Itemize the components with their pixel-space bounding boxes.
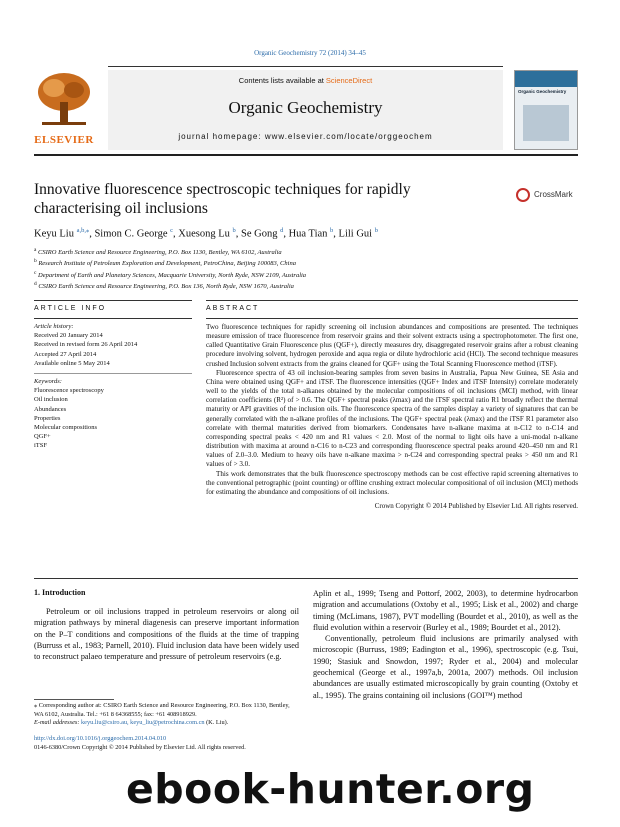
contents-line [108, 76, 503, 85]
journal-reference[interactable]: Organic Geochemistry 72 (2014) 34–45 [254, 49, 366, 57]
publisher-name: ELSEVIER [34, 134, 94, 146]
abstract-rule-2 [206, 318, 578, 319]
keywords-label: Keywords: [34, 378, 62, 385]
keyword: Molecular compositions [34, 424, 98, 432]
author-sup[interactable]: d [280, 227, 284, 234]
affiliation: $^a$ CSIRO Earth Science and Resource Engineering, P.O. Box 1130, Bentley, WA 6102, Australia [34, 247, 282, 257]
author-sup[interactable]: b [232, 227, 236, 234]
issn-line: 0146-6380/Crown Copyright © 2014 Published by Elsevier Ltd. All rights reserved. [34, 743, 246, 751]
body-paragraph: Conventionally, petroleum fluid inclusions are primarily analysed with microscopic (Burruss, 1989; Eadington et al., 1996), spectroscopic (e.g. Tsui, 1990; Stasiuk and Snowdon, 1997; Ryder et al., 2004) and molecular geochemical (George et al., 1997a,b, 2001a, 2007) methods. Oil inclusion abundances are usually estimated microscopically by grain counting (Oxtoby et al., 1995). The grains containing oil inclusions (GOI™) method [313, 634, 578, 700]
author-sup[interactable]: a,b,⁎ [76, 227, 90, 234]
cover-title: Organic Geochemistry [518, 89, 567, 94]
cover-image [523, 105, 569, 141]
crossmark-label: CrossMark [534, 190, 573, 199]
body-paragraph: Petroleum or oil inclusions trapped in petroleum reservoirs or along oil migration pathways by mineral diagenesis can preserve important information on the P–T conditions and compositions of the fluids at the time of trapping (Burruss et al., 1983; Parnell, 2010). Fluid inclusion data have been widely used to reconstruct palaeo temperature and pressure of petroleum reservoirs (e.g. [34, 607, 299, 662]
info-rule [34, 300, 192, 301]
author-sup[interactable]: b [330, 227, 334, 234]
history-label: Article history: [34, 323, 74, 330]
article-title: Innovative fluorescence spectroscopic techniques for rapidly characterising oil inclusions [34, 181, 411, 217]
watermark: ebook-hunter.org [126, 765, 535, 813]
history-item: Received in revised form 26 April 2014 [34, 341, 138, 349]
keyword: iTSF [34, 442, 48, 450]
cover-band [515, 71, 577, 87]
article-history [34, 322, 192, 368]
footnote-emails: E-mail addresses: keyu.liu@csiro.au, keyu_liu@petrochina.com.cn (K. Liu). [34, 719, 229, 727]
sciencedirect-link[interactable]: ScienceDirect [325, 76, 373, 85]
author[interactable]: Keyu Liu [34, 228, 74, 240]
affiliation: $^b$ Research Institute of Petroleum Exploration and Development, PetroChina, Beijing 100083, China [34, 258, 296, 268]
history-item: Received 20 January 2014 [34, 332, 103, 340]
intro-right-column [313, 588, 578, 701]
info-rule-2 [34, 318, 192, 319]
keywords [34, 377, 192, 451]
header-rule-top [108, 66, 503, 67]
journal-cover-thumbnail[interactable] [514, 70, 578, 150]
info-rule-3 [34, 373, 192, 374]
header-rule-bottom [34, 154, 578, 156]
author[interactable]: Lili Gui [338, 228, 373, 240]
abstract-rule-bottom [34, 578, 578, 579]
abstract-paragraph: Two fluorescence techniques for rapidly screening oil inclusion abundances and compositions are presented. The techniques measure emission of trace fluorescence from reservoir grains and their solvent extracts using a spectrophotometer. The first one, called Quantitative Grain Fluorescence plus (QGF+), directly measures dry, disaggregated reservoir grains after a robust cleaning procedure involving solvent, hydrogen peroxide and aqua regia or dilute hydrochloric acid (HCl). The second technique measures crushed Inclusion solvent extracts from the grains cleaned for QGF+ using the Total Scanning Fluorescence method (iTSF). [206, 323, 578, 368]
affiliation: $^d$ CSIRO Earth Science and Resource Engineering, P.O. Box 136, North Ryde, NSW 1670, Australia [34, 281, 294, 291]
history-item: Accepted 27 April 2014 [34, 350, 97, 358]
body-paragraph: Aplin et al., 1999; Tseng and Pottorf, 2002, 2003), to determine hydrocarbon migration and accumulations (Oxtoby et al., 1995; Lisk et al., 2002) and charge timing (McLimans, 1987), PVT modelling (Bourdet et al., 2010), as well as the fluid evolution within a reservoir (Burley et al., 1989; Bourdet et al., 2012). [313, 589, 578, 632]
affiliations [34, 246, 594, 292]
journal-title: Organic Geochemistry [228, 98, 383, 117]
abstract-heading: ABSTRACT [206, 305, 260, 312]
history-item: Available online 5 May 2014 [34, 359, 110, 367]
doi-link[interactable]: http://dx.doi.org/10.1016/j.orggeochem.2014.04.010 [34, 735, 167, 742]
keyword: Properties [34, 414, 61, 422]
affiliation: $^c$ Department of Earth and Planetary Sciences, Macquarie University, North Ryde, NSW 2109, Australia [34, 269, 307, 280]
abstract-body [206, 323, 578, 511]
section-heading-introduction: 1. Introduction [34, 588, 86, 597]
author-list: Keyu Liu $^{a,b,⁎}$, Simon C. George $^c$, Xuesong Lu $^b$, Se Gong $^d$, Hua Tian $^b$, Lili Gui $^b$ [34, 227, 378, 240]
crossmark-badge[interactable] [516, 186, 576, 206]
author[interactable]: Se Gong [241, 228, 278, 240]
author-sup[interactable]: c [170, 227, 173, 234]
author[interactable]: Hua Tian [288, 228, 328, 240]
footnote-rule [34, 699, 114, 700]
article-info-heading: ARTICLE INFO [34, 305, 107, 312]
contents-prefix: Contents lists available at [238, 76, 326, 85]
keyword: Oil inclusion [34, 396, 68, 404]
author[interactable]: Xuesong Lu [178, 228, 230, 240]
email-link[interactable]: keyu.liu@csiro.au, keyu_liu@petrochina.com.cn [81, 719, 205, 727]
keyword: Fluorescence spectroscopy [34, 387, 104, 395]
author[interactable]: Simon C. George [94, 228, 168, 240]
crossmark-icon [516, 188, 530, 202]
abstract-rule [206, 300, 578, 301]
corresponding-author-footnote [34, 702, 299, 728]
journal-homepage[interactable]: journal homepage: www.elsevier.com/locate/orggeochem [178, 132, 433, 141]
keyword: QGF+ [34, 433, 51, 441]
abstract-paragraph: This work demonstrates that the bulk fluorescence spectroscopy methods can be cost effective rapid screening alternatives to the conventional petrographic (point counting) or offline crushing extract molecular compositional of oil inclusion (MCI) methods for estimating the abundance and compositions of oil inclusions. [206, 469, 578, 496]
doi-block [34, 735, 304, 752]
abstract-copyright: Crown Copyright © 2014 Published by Elsevier Ltd. All rights reserved. [374, 501, 578, 510]
intro-left-column [34, 606, 299, 662]
footnote-text: ⁎ Corresponding author at: CSIRO Earth Science and Resource Engineering, P.O. Box 1130, Bentley, WA 6102, Australia. Tel.: +61 8 64368555; fax: +61 408918929. [34, 702, 290, 718]
abstract-paragraph: Fluorescence spectra of 43 oil inclusion-bearing samples from seven basins in Australia, Papua New Guinea, SE Asia and China were obtained using QGF+ and iTSF. The fluorescence intensities (QGF+ Index and iTSF Intensity) correlate moderately well to the yields of the total n-alkanes obtained by the molecular compositions of oil inclusions (MCI) method, with linear correlation coefficients (R²) of > 0.6. The QGF+ spectral peaks (λmax) and the iTSF spectral ratio R1 broadly reflect the thermal maturity or API gravities of the inclusion oils. The fluorescence spectra of the samples display a variety of signatures that can be generally correlated with the n-alkane profiles of the inclusions. The QGF+ spectral peak (λmax) and the iTSF R1 parameter also correlate with thermal maturities derived from biomarkers. Condensates have n-alkane maxima at n-C12 to n-C14 and corresponding spectral peaks < 420 nm and R1 values < 2.0. Most of the normal to light oils have a uni-modal n-alkane distribution with maxima at around n-C16 to n-C23 and corresponding fluorescence spectral peaks around 420–450 nm and R1 values of 2.0–3.0. Medium to heavy oils have n-alkane maxima > n-C24 and corresponding spectral peaks > 450 nm and R1 values of > 3.0. [206, 368, 578, 469]
author-sup[interactable]: b [374, 227, 378, 234]
keyword: Abundances [34, 405, 67, 413]
